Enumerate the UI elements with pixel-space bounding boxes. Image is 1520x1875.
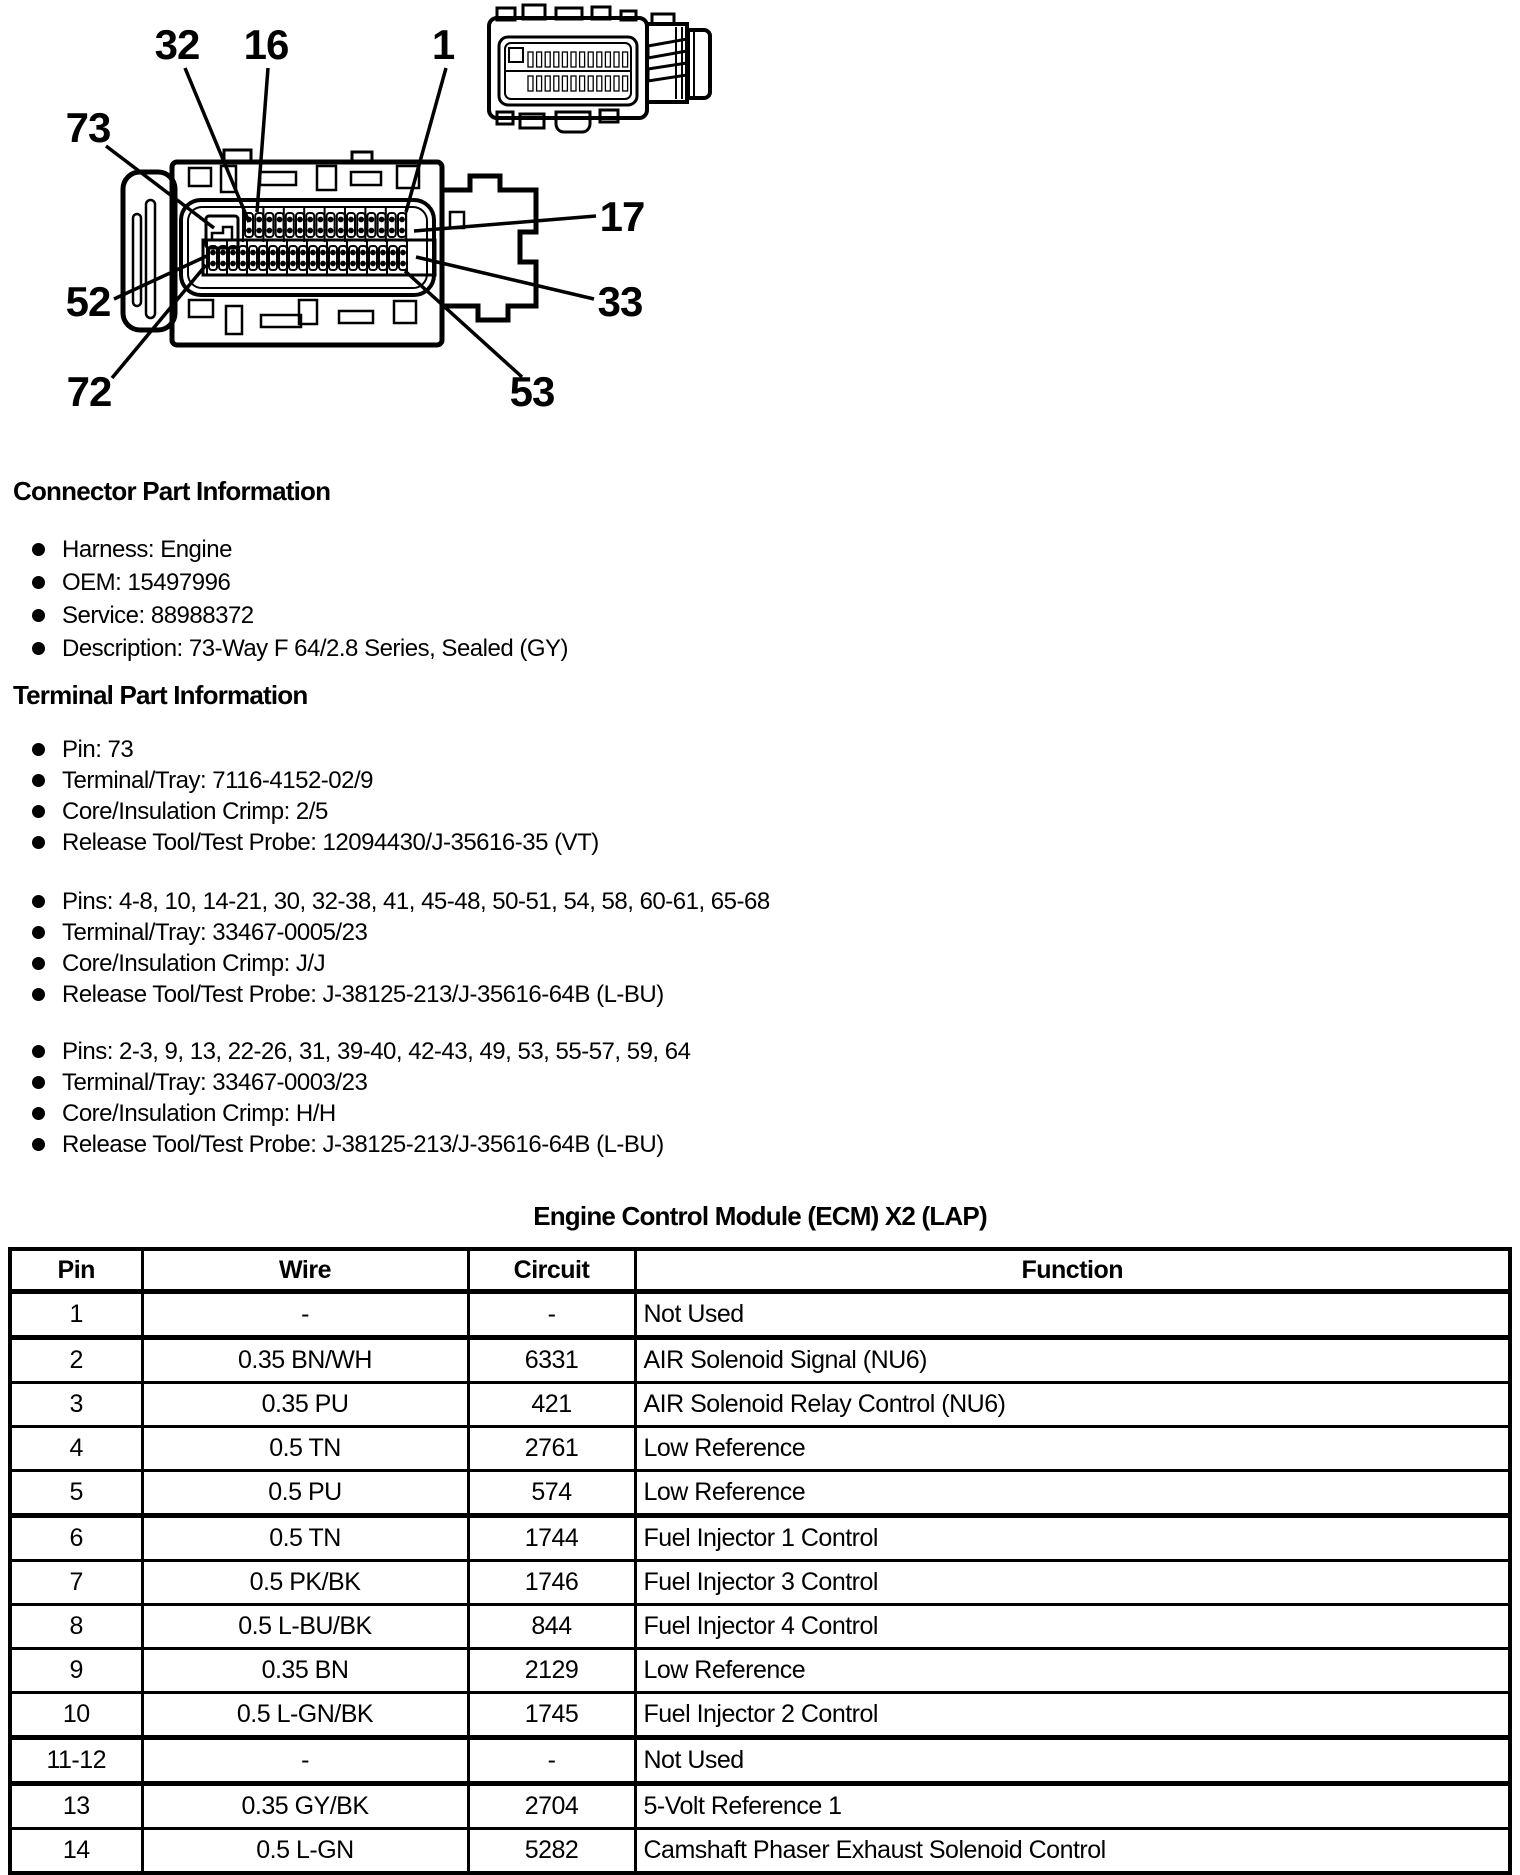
bullet-list-item <box>32 533 568 566</box>
bullet-list-item <box>32 632 568 665</box>
cell-function: Fuel Injector 4 Control <box>635 1605 1510 1649</box>
cell-pin: 11-12 <box>10 1738 142 1784</box>
column-header-wire: Wire <box>142 1249 468 1292</box>
table-row <box>10 1649 1510 1693</box>
cell-pin: 2 <box>10 1338 142 1383</box>
cell-wire: 0.5 TN <box>142 1427 468 1471</box>
cell-wire: - <box>142 1292 468 1338</box>
terminal-part-information-heading: Terminal Part Information <box>13 680 308 710</box>
cell-function: Fuel Injector 1 Control <box>635 1516 1510 1561</box>
cell-function: 5-Volt Reference 1 <box>635 1784 1510 1829</box>
cell-pin: 8 <box>10 1605 142 1649</box>
cell-wire: 0.5 PK/BK <box>142 1561 468 1605</box>
pin-callout-label: 16 <box>243 21 289 68</box>
bullet-icon <box>32 576 45 589</box>
terminal-info-item: Terminal/Tray: 33467-0005/23 <box>62 918 368 946</box>
cell-function: Not Used <box>635 1738 1510 1784</box>
table-row <box>10 1605 1510 1649</box>
cell-pin: 13 <box>10 1784 142 1829</box>
cell-wire: 0.5 L-GN/BK <box>142 1693 468 1738</box>
table-row <box>10 1693 1510 1738</box>
terminal-info-item: Release Tool/Test Probe: J-38125-213/J-35616-64B (L-BU) <box>62 980 664 1008</box>
bullet-icon <box>32 1045 45 1058</box>
terminal-info-item: Core/Insulation Crimp: 2/5 <box>62 797 328 825</box>
bullet-icon <box>32 1076 45 1089</box>
connector-3d-view-illustration <box>489 5 710 132</box>
bullet-list-item <box>32 566 568 599</box>
cell-circuit: 1744 <box>468 1516 635 1561</box>
column-header-function: Function <box>635 1249 1510 1292</box>
connector-info-item: Description: 73-Way F 64/2.8 Series, Sealed (GY) <box>62 634 568 662</box>
cell-wire: 0.5 L-GN <box>142 1829 468 1874</box>
cell-function: Low Reference <box>635 1649 1510 1693</box>
bullet-list-item <box>32 765 599 796</box>
bullet-list-item <box>32 734 599 765</box>
terminal-info-item: Release Tool/Test Probe: J-38125-213/J-35616-64B (L-BU) <box>62 1130 664 1158</box>
table-row <box>10 1829 1510 1874</box>
terminal-info-group-1 <box>32 734 599 858</box>
cell-circuit: 421 <box>468 1383 635 1427</box>
bullet-icon <box>32 1107 45 1120</box>
bullet-icon <box>32 1138 45 1151</box>
bullet-icon <box>32 774 45 787</box>
cell-function: Fuel Injector 2 Control <box>635 1693 1510 1738</box>
bullet-list-item <box>32 979 770 1010</box>
bullet-list-item <box>32 1129 690 1160</box>
bullet-icon <box>32 743 45 756</box>
table-row <box>10 1516 1510 1561</box>
bullet-icon <box>32 988 45 1001</box>
cell-circuit: - <box>468 1738 635 1784</box>
cell-pin: 1 <box>10 1292 142 1338</box>
terminal-info-item: Terminal/Tray: 7116-4152-02/9 <box>62 766 373 794</box>
cell-circuit: 844 <box>468 1605 635 1649</box>
pin-callout-label: 52 <box>65 278 111 325</box>
cell-circuit: 1745 <box>468 1693 635 1738</box>
pin-callout-label: 53 <box>509 368 555 415</box>
pin-table <box>8 1247 1512 1875</box>
cell-circuit: 574 <box>468 1471 635 1516</box>
cell-pin: 7 <box>10 1561 142 1605</box>
bullet-list-item <box>32 796 599 827</box>
pin-callout-label: 1 <box>431 21 455 68</box>
pin-callout-label: 72 <box>66 368 112 415</box>
table-row <box>10 1471 1510 1516</box>
bullet-icon <box>32 609 45 622</box>
bullet-icon <box>32 836 45 849</box>
cell-circuit: 1746 <box>468 1561 635 1605</box>
bullet-list-item <box>32 1036 690 1067</box>
cell-function: AIR Solenoid Relay Control (NU6) <box>635 1383 1510 1427</box>
connector-info-item: OEM: 15497996 <box>62 568 231 596</box>
cell-pin: 10 <box>10 1693 142 1738</box>
pin-callout-label: 33 <box>597 278 643 325</box>
cell-function: AIR Solenoid Signal (NU6) <box>635 1338 1510 1383</box>
cell-circuit: 6331 <box>468 1338 635 1383</box>
bullet-list-item <box>32 827 599 858</box>
table-row <box>10 1427 1510 1471</box>
terminal-info-group-2 <box>32 886 770 1010</box>
cell-pin: 9 <box>10 1649 142 1693</box>
bullet-icon <box>32 543 45 556</box>
cell-circuit: 2704 <box>468 1784 635 1829</box>
bullet-icon <box>32 895 45 908</box>
connector-part-information-list <box>32 533 568 665</box>
terminal-info-item: Release Tool/Test Probe: 12094430/J-35616-35 (VT) <box>62 828 599 856</box>
table-row <box>10 1738 1510 1784</box>
cell-wire: 0.35 GY/BK <box>142 1784 468 1829</box>
cell-wire: 0.35 BN <box>142 1649 468 1693</box>
cell-wire: 0.5 TN <box>142 1516 468 1561</box>
table-row <box>10 1338 1510 1383</box>
bullet-list-item <box>32 917 770 948</box>
terminal-info-item: Terminal/Tray: 33467-0003/23 <box>62 1068 368 1096</box>
cell-pin: 4 <box>10 1427 142 1471</box>
bullet-icon <box>32 642 45 655</box>
terminal-73-key <box>206 216 238 248</box>
column-header-circuit: Circuit <box>468 1249 635 1292</box>
cell-wire: 0.35 PU <box>142 1383 468 1427</box>
cell-circuit: 2761 <box>468 1427 635 1471</box>
pin-table-header-row <box>10 1249 1510 1292</box>
bullet-list-item <box>32 948 770 979</box>
cell-wire: - <box>142 1738 468 1784</box>
terminal-row-top <box>243 208 406 242</box>
cell-function: Not Used <box>635 1292 1510 1338</box>
cell-wire: 0.35 BN/WH <box>142 1338 468 1383</box>
cell-circuit: 5282 <box>468 1829 635 1874</box>
cell-circuit: - <box>468 1292 635 1338</box>
pin-callout-label: 32 <box>154 21 200 68</box>
bullet-list-item <box>32 1067 690 1098</box>
bullet-icon <box>32 957 45 970</box>
cell-pin: 5 <box>10 1471 142 1516</box>
pin-callout-label: 17 <box>599 193 645 240</box>
cell-wire: 0.5 L-BU/BK <box>142 1605 468 1649</box>
connector-diagram <box>0 0 760 430</box>
connector-info-item: Harness: Engine <box>62 535 232 563</box>
cell-function: Low Reference <box>635 1427 1510 1471</box>
cell-pin: 6 <box>10 1516 142 1561</box>
terminal-info-item: Core/Insulation Crimp: J/J <box>62 949 326 977</box>
terminal-info-item: Core/Insulation Crimp: H/H <box>62 1099 336 1127</box>
terminal-info-item: Pins: 4-8, 10, 14-21, 30, 32-38, 41, 45-48, 50-51, 54, 58, 60-61, 65-68 <box>62 887 770 915</box>
connector-part-information-heading: Connector Part Information <box>13 476 331 506</box>
table-row <box>10 1292 1510 1338</box>
bullet-list-item <box>32 599 568 632</box>
connector-face-view-illustration <box>123 150 536 345</box>
cell-function: Low Reference <box>635 1471 1510 1516</box>
terminal-info-item: Pin: 73 <box>62 735 134 763</box>
table-row <box>10 1784 1510 1829</box>
bullet-list-item <box>32 886 770 917</box>
pin-callout-label: 73 <box>65 104 111 151</box>
terminal-info-item: Pins: 2-3, 9, 13, 22-26, 31, 39-40, 42-43, 49, 53, 55-57, 59, 64 <box>62 1037 691 1065</box>
connector-info-item: Service: 88988372 <box>62 601 254 629</box>
table-row <box>10 1561 1510 1605</box>
bullet-list-item <box>32 1098 690 1129</box>
table-row <box>10 1383 1510 1427</box>
cell-wire: 0.5 PU <box>142 1471 468 1516</box>
column-header-pin: Pin <box>10 1249 142 1292</box>
cell-pin: 3 <box>10 1383 142 1427</box>
pin-table-title: Engine Control Module (ECM) X2 (LAP) <box>533 1201 987 1231</box>
cell-function: Fuel Injector 3 Control <box>635 1561 1510 1605</box>
cell-circuit: 2129 <box>468 1649 635 1693</box>
bullet-icon <box>32 805 45 818</box>
cell-pin: 14 <box>10 1829 142 1874</box>
cell-function: Camshaft Phaser Exhaust Solenoid Control <box>635 1829 1510 1874</box>
bullet-icon <box>32 926 45 939</box>
terminal-info-group-3 <box>32 1036 690 1160</box>
